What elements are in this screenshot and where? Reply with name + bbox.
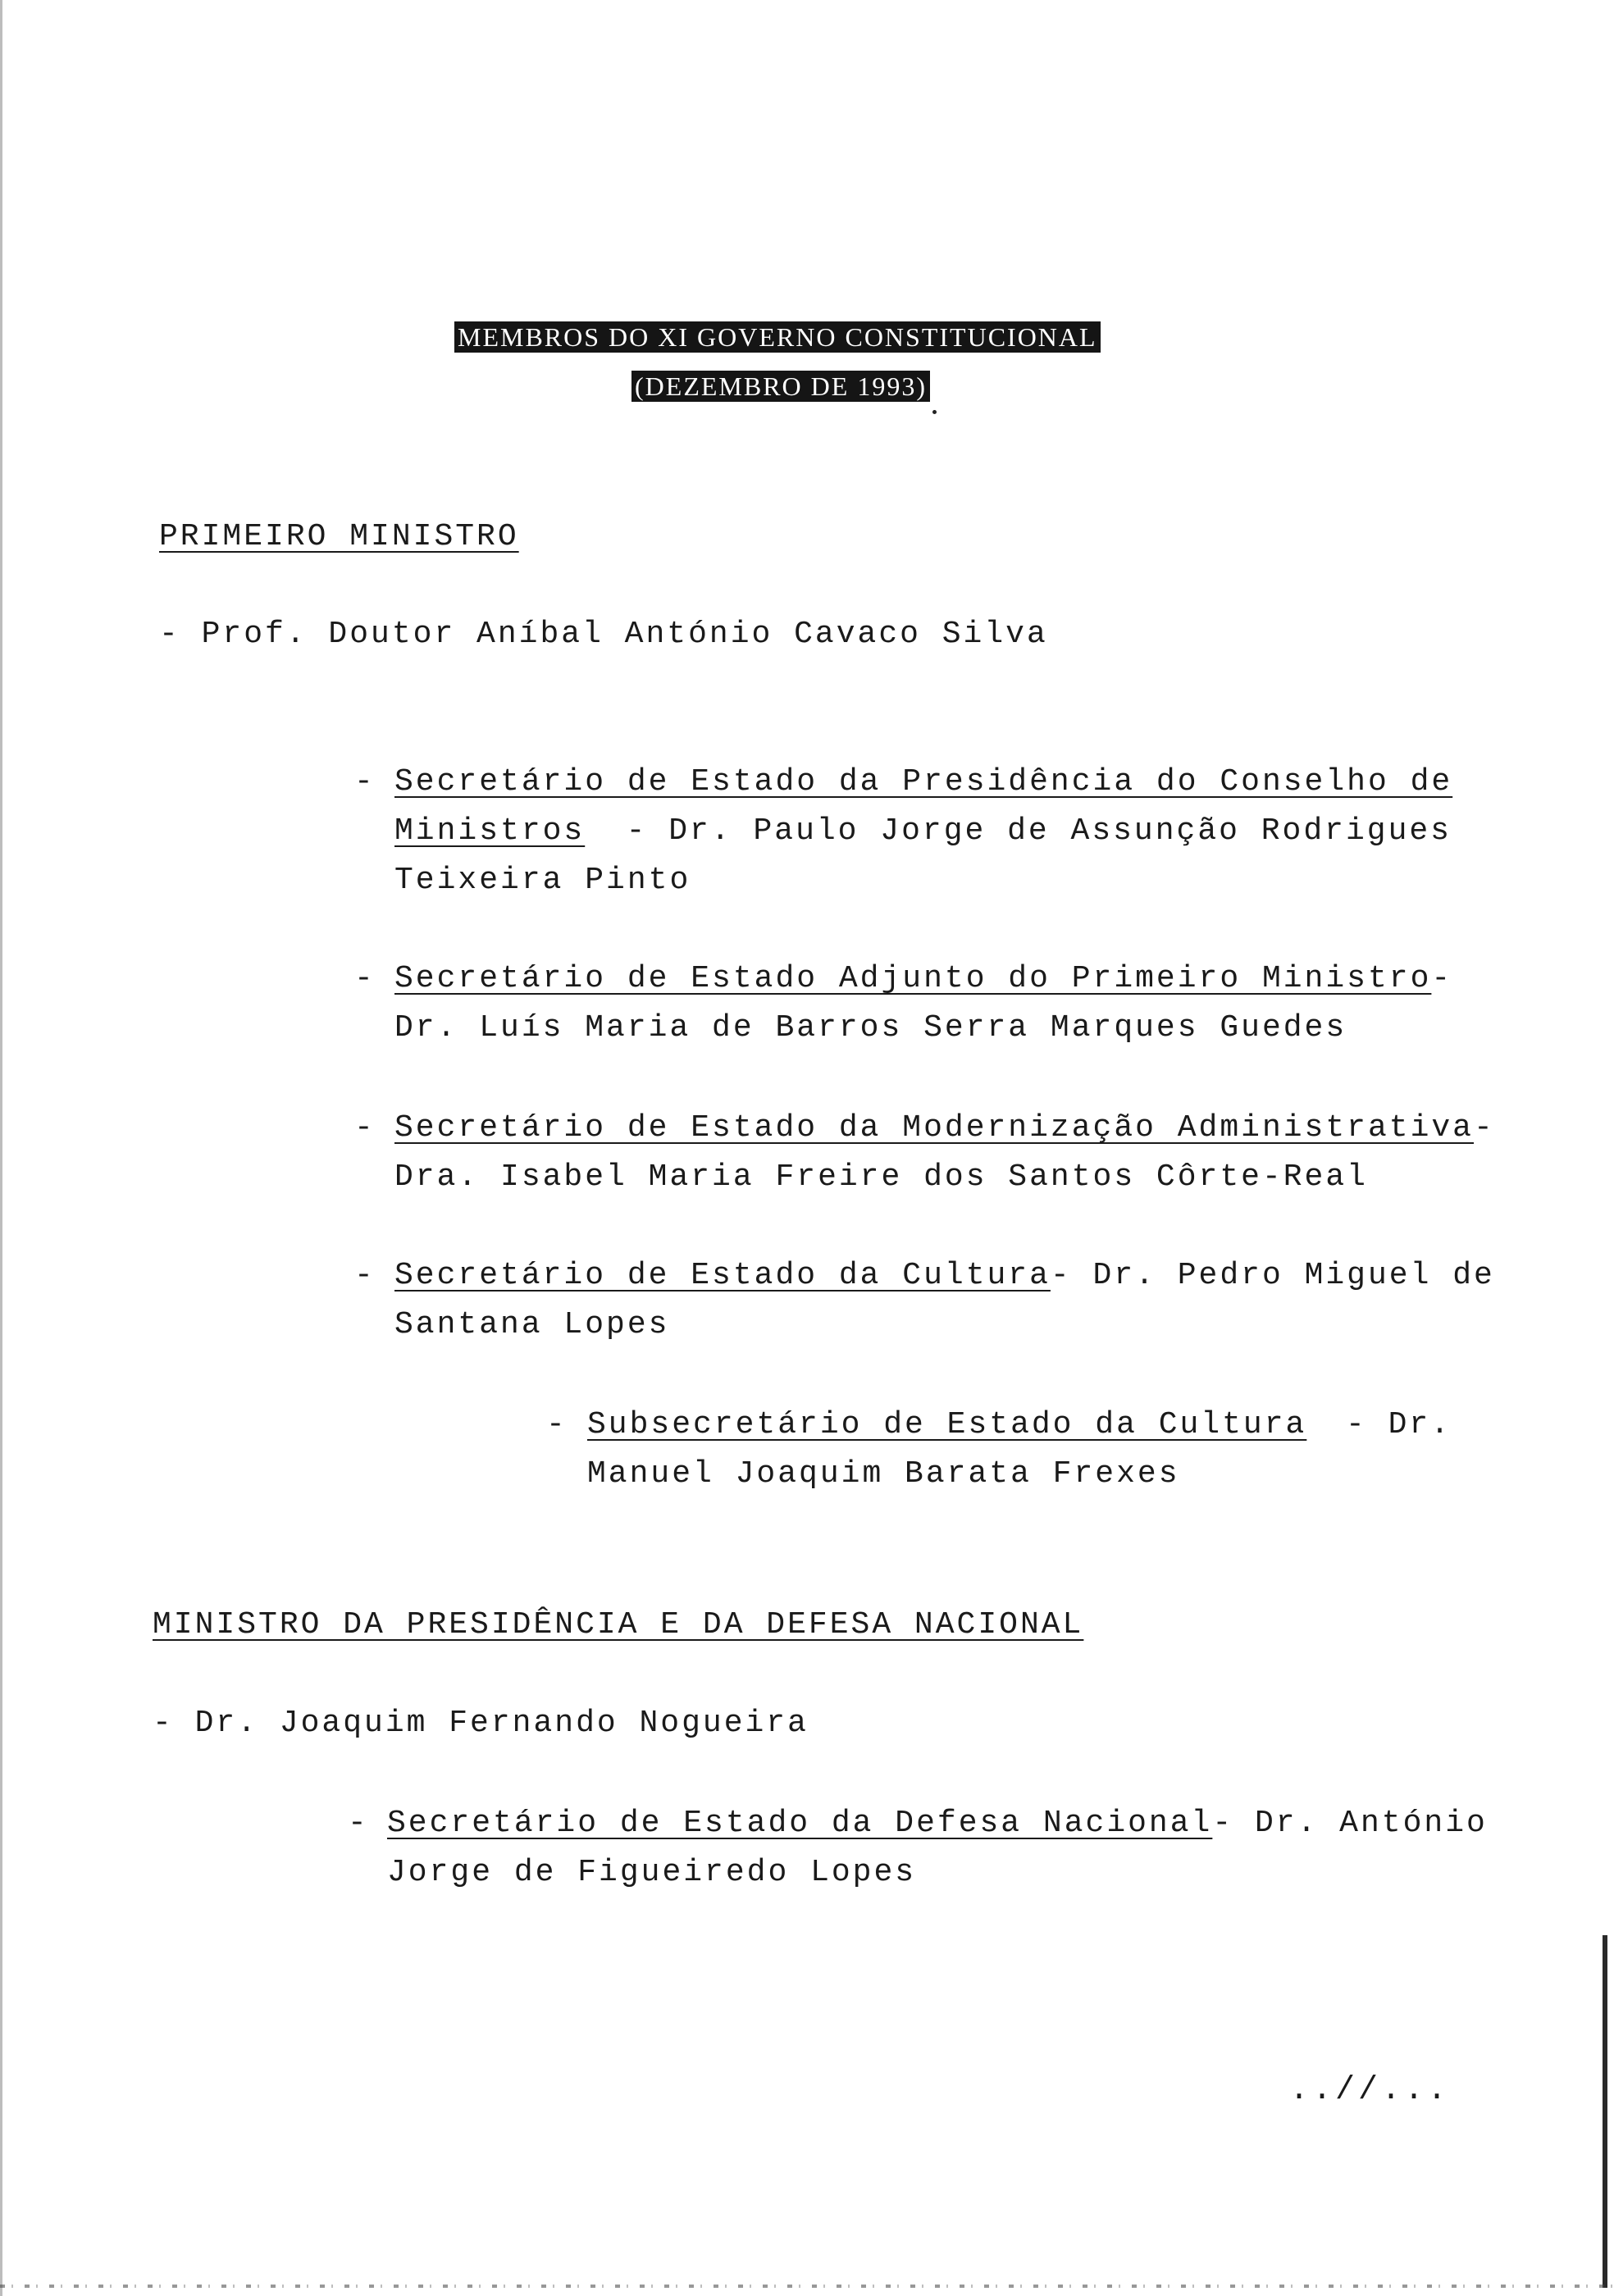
scan-speck [932,410,937,414]
continuation-mark: ..//... [1289,2072,1451,2109]
entry-person: Dra. Isabel Maria Freire dos Santos Côrte-Real [394,1159,1368,1195]
sub-entry-line [587,1401,1452,1450]
entry-line [394,1251,1495,1301]
entry-person-continued: Jorge de Figueiredo Lopes [387,1855,917,1890]
entry-role-continued: Ministros [394,813,586,849]
entry-separator: - [1431,961,1453,996]
section-heading-primeiro-ministro: PRIMEIRO MINISTRO [159,519,519,554]
entry-separator: - [1474,1110,1495,1146]
entry-role: Secretário de Estado da Defesa Nacional [387,1806,1213,1841]
entry-dash: - [348,1806,369,1841]
entry-dash: - [354,764,376,800]
scan-right-edge [1603,1935,1607,2288]
entry-line [394,954,1452,1004]
entry-person: - Dr. Paulo Jorge de Assunção Rodrigues [626,813,1452,849]
entry-line [387,1799,1488,1848]
document-title: MEMBROS DO XI GOVERNO CONSTITUCIONAL [454,321,1101,353]
entry-dash: - [354,961,376,996]
entry-role: Secretário de Estado Adjunto do Primeiro Ministro [394,961,1432,996]
sub-entry-person: - Dr. [1345,1407,1452,1442]
sub-entry-dash: - [546,1407,568,1442]
entry-person-continued: Santana Lopes [394,1307,670,1342]
scan-left-edge [0,0,2,2296]
entry-role: Secretário de Estado da Cultura [394,1258,1051,1293]
scan-bottom-noise [0,2285,1614,2288]
document-date: (DEZEMBRO DE 1993) [631,371,930,402]
entry-role: Secretário de Estado da Presidência do Conselho de [394,764,1453,800]
entry-role: Secretário de Estado da Modernização Administrativa [394,1110,1474,1146]
entry-person: - Dr. António [1212,1806,1488,1841]
prime-minister-name: - Prof. Doutor Aníbal António Cavaco Silva [159,617,1048,652]
entry-person: Dr. Luís Maria de Barros Serra Marques Guedes [394,1010,1347,1046]
section-heading-ministro-presidencia-defesa: MINISTRO DA PRESIDÊNCIA E DA DEFESA NACIONAL [153,1607,1084,1642]
entry-line [394,1104,1495,1153]
entry-dash: - [354,1110,376,1146]
entry-dash: - [354,1258,376,1293]
entry-line [394,807,1452,856]
entry-person-continued: Teixeira Pinto [394,863,691,898]
minister-name: - Dr. Joaquim Fernando Nogueira [153,1706,809,1741]
sub-entry-person-continued: Manuel Joaquim Barata Frexes [587,1456,1180,1492]
entry-person: - Dr. Pedro Miguel de [1050,1258,1495,1293]
sub-entry-role: Subsecretário de Estado da Cultura [587,1407,1307,1442]
